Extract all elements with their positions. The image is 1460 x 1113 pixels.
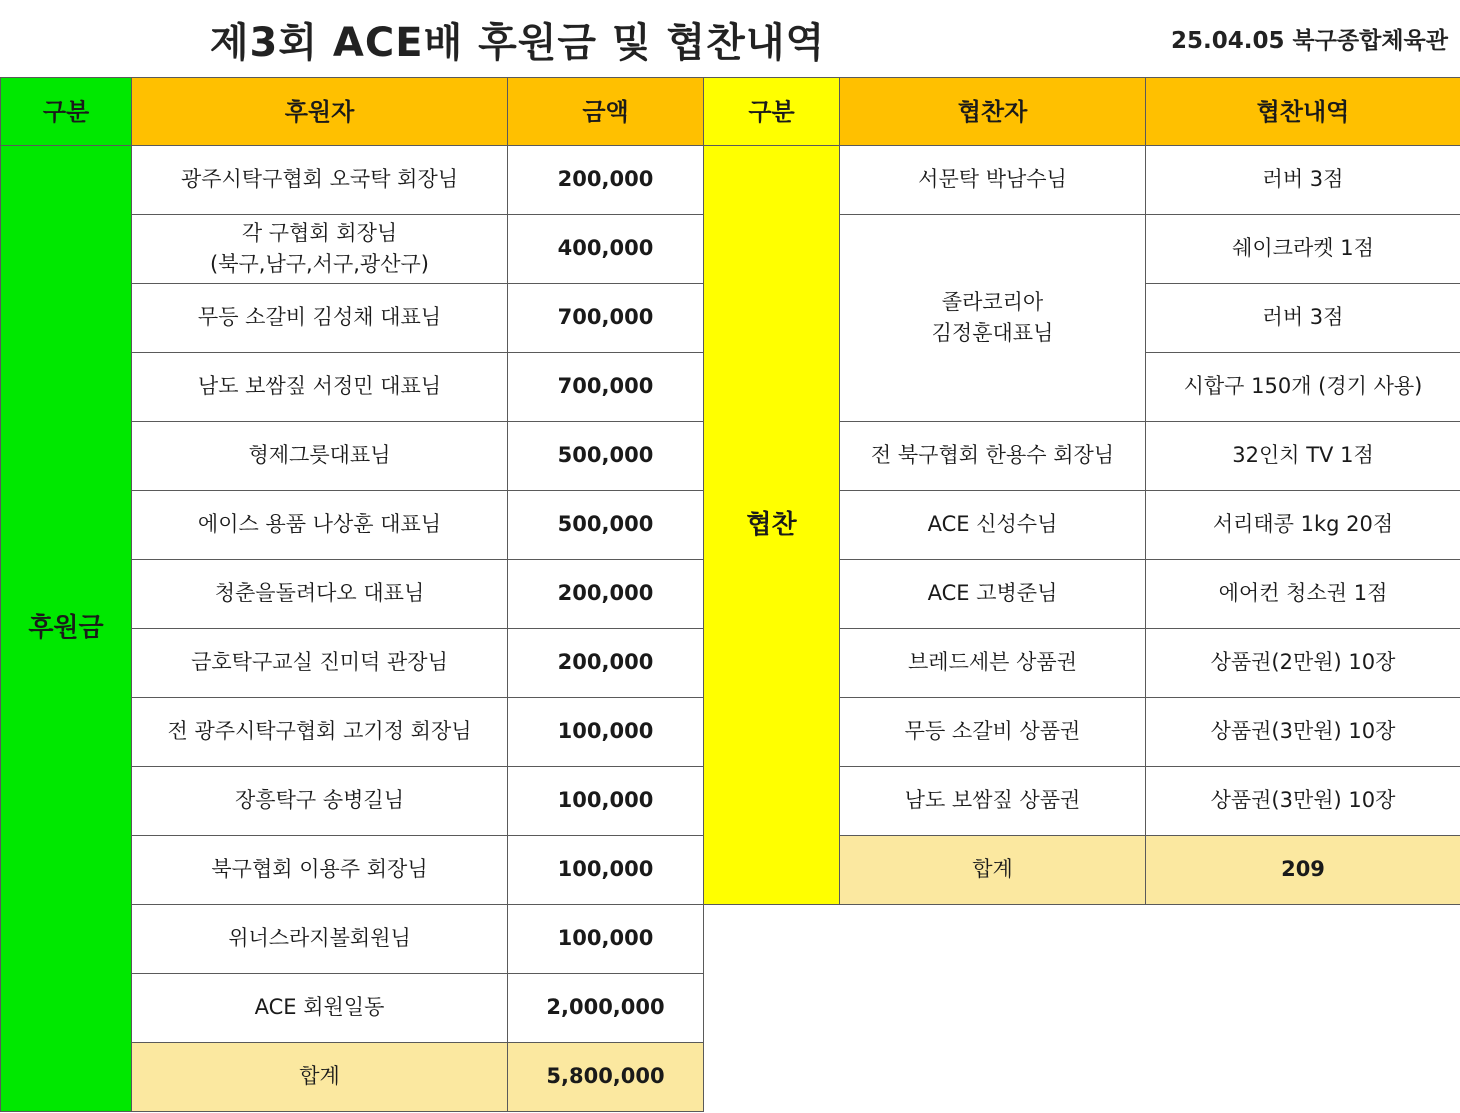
sponsor-name: 남도 보쌈짚 상품권	[840, 767, 1146, 836]
donation-amount: 700,000	[508, 284, 704, 353]
sponsored-item: 32인치 TV 1점	[1146, 422, 1460, 491]
sponsored-item: 시합구 150개 (경기 사용)	[1146, 353, 1460, 422]
sponsorship-row	[704, 146, 1460, 215]
donation-amount: 100,000	[508, 836, 704, 905]
sponsorship-header-row	[704, 78, 1460, 146]
sponsored-item: 상품권(3만원) 10장	[1146, 698, 1460, 767]
sponsor-name: 브레드세븐 상품권	[840, 629, 1146, 698]
sponsored-item: 러버 3점	[1146, 146, 1460, 215]
sponsored-item: 서리태콩 1kg 20점	[1146, 491, 1460, 560]
sponsor-name: ACE 고병준님	[840, 560, 1146, 629]
sponsor-name: 무등 소갈비 상품권	[840, 698, 1146, 767]
sponsorship-table	[703, 77, 1460, 905]
donation-amount: 400,000	[508, 215, 704, 284]
donation-amount: 700,000	[508, 353, 704, 422]
donor-name: 형제그릇대표님	[132, 422, 508, 491]
donation-amount: 200,000	[508, 146, 704, 215]
donor-name: ACE 회원일동	[132, 974, 508, 1043]
sponsor-name: ACE 신성수님	[840, 491, 1146, 560]
total-label: 합계	[840, 836, 1146, 905]
donation-amount: 100,000	[508, 767, 704, 836]
page-title: 제3회 ACE배 후원금 및 협찬내역	[209, 19, 826, 66]
sponsored-item: 상품권(2만원) 10장	[1146, 629, 1460, 698]
event-date-venue: 25.04.05 북구종합체육관	[1170, 28, 1448, 54]
donor-name: 광주시탁구협회 오국탁 회장님	[132, 146, 508, 215]
donation-amount: 200,000	[508, 560, 704, 629]
donor-name: 청춘을돌려다오 대표님	[132, 560, 508, 629]
category-sponsorship: 협찬	[704, 146, 840, 905]
donor-name: 북구협회 이용주 회장님	[132, 836, 508, 905]
donor-name: 남도 보쌈짚 서정민 대표님	[132, 353, 508, 422]
donation-amount: 100,000	[508, 905, 704, 974]
donor-name: 각 구협회 회장님 (북구,남구,서구,광산구)	[132, 215, 508, 284]
total-label: 합계	[132, 1043, 508, 1112]
sponsor-name: 전 북구협회 한용수 회장님	[840, 422, 1146, 491]
donation-row	[1, 146, 704, 215]
header-amount: 금액	[508, 78, 704, 146]
header-donor: 후원자	[132, 78, 508, 146]
donor-name: 금호탁구교실 진미덕 관장님	[132, 629, 508, 698]
donor-name: 장흥탁구 송병길님	[132, 767, 508, 836]
donation-header-row	[1, 78, 704, 146]
donation-amount: 500,000	[508, 491, 704, 560]
donor-name: 무등 소갈비 김성채 대표님	[132, 284, 508, 353]
header-sponsor: 협찬자	[840, 78, 1146, 146]
donation-amount: 2,000,000	[508, 974, 704, 1043]
donor-name: 위너스라지볼회원님	[132, 905, 508, 974]
sponsored-item: 상품권(3만원) 10장	[1146, 767, 1460, 836]
donation-amount: 100,000	[508, 698, 704, 767]
sponsor-name: 졸라코리아 김정훈대표님	[840, 215, 1146, 422]
sponsored-item: 러버 3점	[1146, 284, 1460, 353]
header-category: 구분	[704, 78, 840, 146]
sponsored-item: 쉐이크라켓 1점	[1146, 215, 1460, 284]
sponsored-item: 에어컨 청소권 1점	[1146, 560, 1460, 629]
total-amount: 5,800,000	[508, 1043, 704, 1112]
donation-amount: 200,000	[508, 629, 704, 698]
donor-name: 전 광주시탁구협회 고기정 회장님	[132, 698, 508, 767]
header-category: 구분	[1, 78, 132, 146]
donation-amount: 500,000	[508, 422, 704, 491]
total-count: 209	[1146, 836, 1460, 905]
donor-name: 에이스 용품 나상훈 대표님	[132, 491, 508, 560]
header-items: 협찬내역	[1146, 78, 1460, 146]
sponsor-name: 서문탁 박남수님	[840, 146, 1146, 215]
category-donation: 후원금	[1, 146, 132, 1112]
donation-table	[0, 77, 704, 1112]
